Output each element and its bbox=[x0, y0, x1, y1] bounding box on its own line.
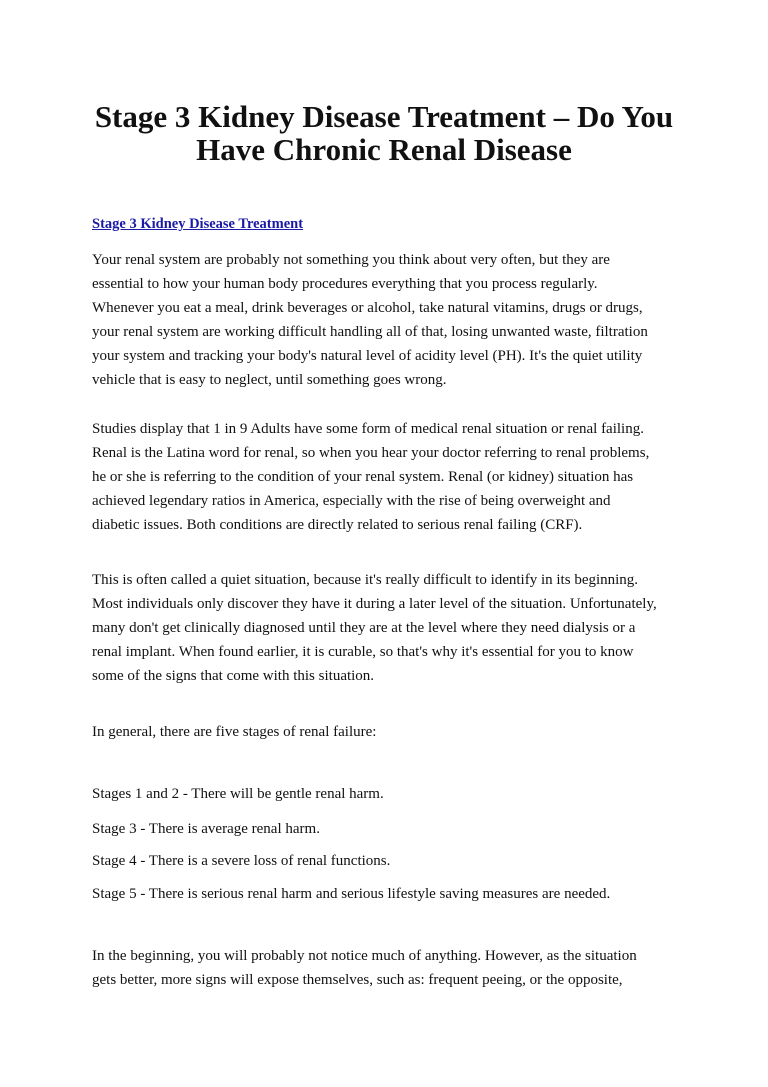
title-line: Stage 3 Kidney Disease Treatment – Do You bbox=[94, 99, 674, 134]
text-line: Studies display that 1 in 9 Adults have some form of medical renal situation or renal failing. bbox=[92, 421, 644, 437]
intro-paragraph bbox=[92, 248, 648, 392]
text-line: he or she is referring to the condition of your renal system. Renal (or kidney) situation has bbox=[92, 469, 634, 485]
text-line: Most individuals only discover they have it during a later level of the situation. Unfortunately, bbox=[92, 596, 657, 612]
text-line: many don't get clinically diagnosed until they are at the level where they need dialysis or a bbox=[92, 620, 636, 636]
text-line: Stage 4 - There is a severe loss of renal functions. bbox=[92, 853, 391, 869]
stage-3-item bbox=[92, 817, 320, 841]
quiet-situation-paragraph bbox=[92, 568, 657, 688]
text-line: renal implant. When found earlier, it is curable, so that's why it's essential for you to know bbox=[92, 644, 634, 660]
text-line: In the beginning, you will probably not notice much of anything. However, as the situation bbox=[92, 948, 637, 964]
text-line: essential to how your human body procedures everything that you process regularly. bbox=[92, 276, 598, 292]
text-line: Your renal system are probably not something you think about very often, but they are bbox=[92, 252, 610, 268]
symptoms-paragraph bbox=[92, 944, 637, 992]
text-line: gets better, more signs will expose themselves, such as: frequent peeing, or the opposite, bbox=[92, 972, 623, 988]
stage-5-item bbox=[92, 882, 610, 906]
text-line: Stage 5 - There is serious renal harm and serious lifestyle saving measures are needed. bbox=[92, 886, 611, 902]
text-line: Renal is the Latina word for renal, so when you hear your doctor referring to renal problems, bbox=[92, 445, 650, 461]
text-line: vehicle that is easy to neglect, until something goes wrong. bbox=[92, 372, 447, 388]
text-line: This is often called a quiet situation, because it's really difficult to identify in its beginning. bbox=[92, 572, 639, 588]
text-line: Stage 3 - There is average renal harm. bbox=[92, 821, 320, 837]
stage-3-treatment-link[interactable]: Stage 3 Kidney Disease Treatment bbox=[92, 216, 304, 232]
text-line: Whenever you eat a meal, drink beverages or alcohol, take natural vitamins, drugs or drugs, bbox=[92, 300, 643, 316]
text-line: diabetic issues. Both conditions are directly related to serious renal failing (CRF). bbox=[92, 517, 583, 533]
stage-1-2-item bbox=[92, 782, 384, 806]
title-line: Have Chronic Renal Disease bbox=[196, 132, 572, 167]
text-line: some of the signs that come with this situation. bbox=[92, 668, 375, 684]
text-line: In general, there are five stages of renal failure: bbox=[92, 724, 377, 740]
stage-4-item bbox=[92, 849, 390, 873]
page-title bbox=[0, 100, 768, 166]
text-line: your renal system are working difficult handling all of that, losing unwanted waste, filtration bbox=[92, 324, 648, 340]
text-line: your system and tracking your body's natural level of acidity level (PH). It's the quiet utility bbox=[92, 348, 643, 364]
stages-intro bbox=[92, 720, 376, 744]
text-line: achieved legendary ratios in America, especially with the rise of being overweight and bbox=[92, 493, 611, 509]
statistics-paragraph bbox=[92, 417, 649, 537]
text-line: Stages 1 and 2 - There will be gentle renal harm. bbox=[92, 786, 384, 802]
